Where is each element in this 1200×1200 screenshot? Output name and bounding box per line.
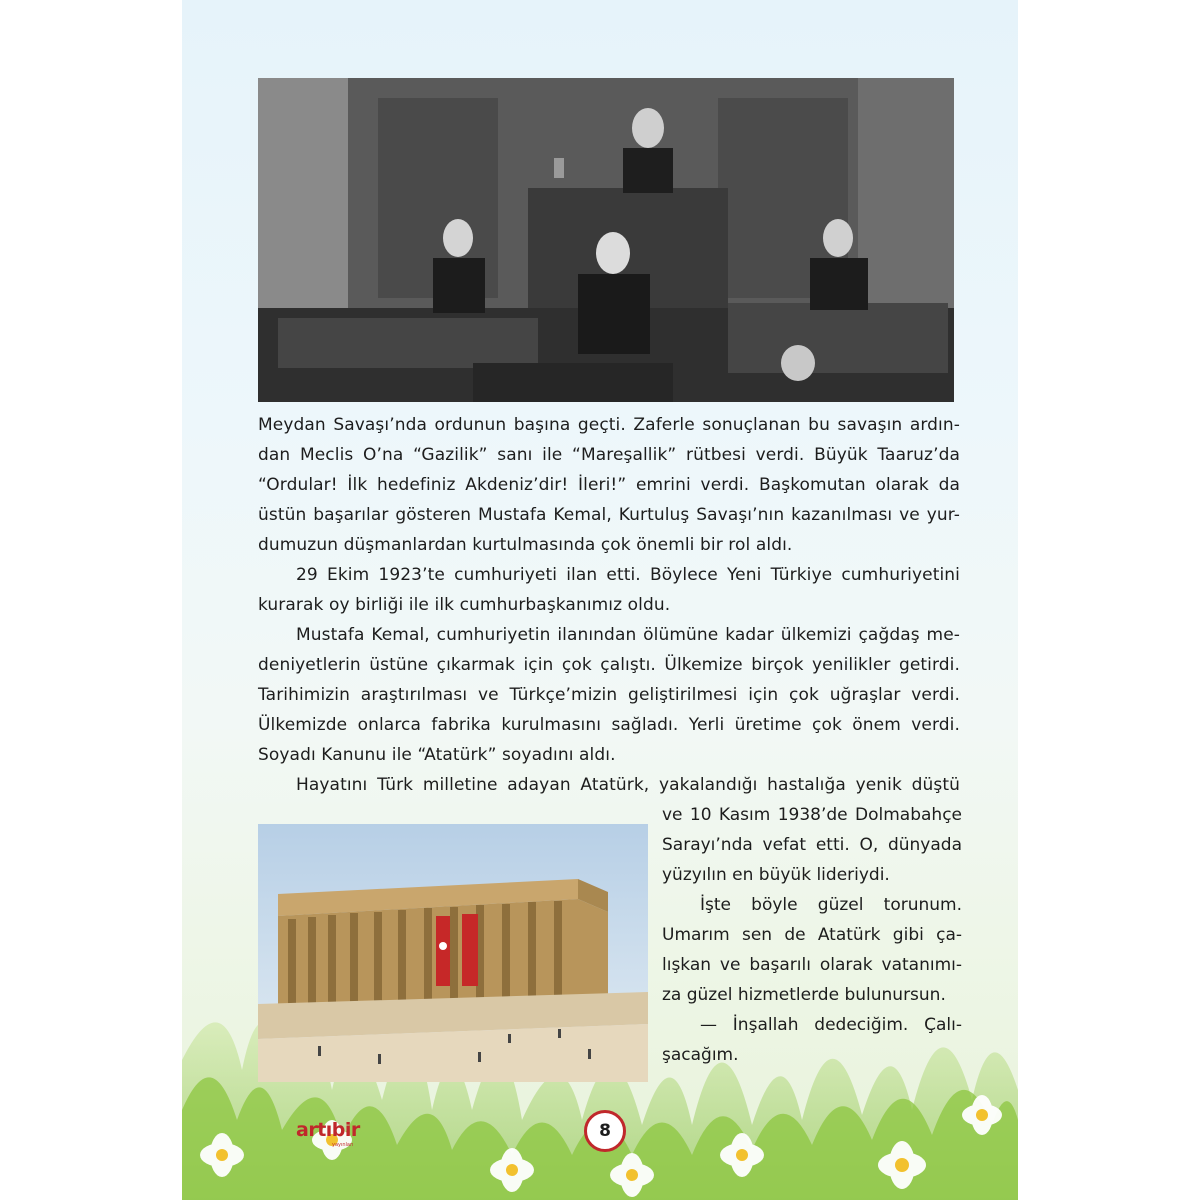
publisher-logo: artıbir bbox=[296, 1119, 360, 1141]
paragraph-1 bbox=[258, 410, 960, 560]
text-line: üstün başarılar gösteren Mustafa Kemal, Kurtuluş Savaşı’nın kazanılması ve yur- bbox=[258, 505, 960, 525]
text-line: Umarım sen de Atatürk gibi ça- bbox=[662, 925, 962, 945]
text-line: Soyadı Kanunu ile “Atatürk” soyadını aldı. bbox=[258, 745, 616, 765]
text-line: Mustafa Kemal, cumhuriyetin ilanından ölümüne kadar ülkemizi çağdaş me- bbox=[296, 625, 960, 645]
paragraph-3 bbox=[258, 620, 960, 770]
book-page bbox=[182, 0, 1018, 1200]
text-line: 29 Ekim 1923’te cumhuriyeti ilan etti. Böylece Yeni Türkiye cumhuriyetini bbox=[296, 565, 960, 585]
publisher-logo-sub: yayınları bbox=[332, 1142, 354, 1148]
text-line: dumuzun düşmanlardan kurtulmasında çok önemli bir rol aldı. bbox=[258, 535, 793, 555]
text-line: za güzel hizmetlerde bulunursun. bbox=[662, 985, 946, 1005]
paragraph-4 bbox=[258, 770, 960, 800]
text-line: ve 10 Kasım 1938’de Dolmabahçe bbox=[662, 805, 962, 825]
text-line: Ülkemizde onlarca fabrika kurulmasını sağladı. Yerli üretime çok önem verdi. bbox=[258, 715, 960, 735]
text-line: “Ordular! İlk hedefiniz Akdeniz’dir! İleri!” emrini verdi. Başkomutan olarak da bbox=[258, 475, 960, 495]
text-line: kurarak oy birliği ile ilk cumhurbaşkanımız oldu. bbox=[258, 595, 671, 615]
assembly-photo bbox=[258, 78, 954, 402]
text-line: Meydan Savaşı’nda ordunun başına geçti. Zaferle sonuçlanan bu savaşın ardın- bbox=[258, 415, 960, 435]
text-line: Tarihimizin araştırılması ve Türkçe’mizin geliştirilmesi için çok uğraşlar verdi. bbox=[258, 685, 960, 705]
text-line: Sarayı’nda vefat etti. O, dünyada bbox=[662, 835, 962, 855]
text-line: Hayatını Türk milletine adayan Atatürk, yakalandığı hastalığa yenik düştü bbox=[296, 775, 960, 795]
text-line: — İnşallah dedeciğim. Çalı- bbox=[700, 1015, 962, 1035]
side-paragraph-3 bbox=[662, 1010, 962, 1070]
side-paragraph-2 bbox=[662, 890, 962, 1010]
text-line: lışkan ve başarılı olarak vatanımı- bbox=[662, 955, 962, 975]
text-line: şacağım. bbox=[662, 1045, 739, 1065]
text-line: yüzyılın en büyük lideriydi. bbox=[662, 865, 890, 885]
paragraph-2 bbox=[258, 560, 960, 620]
text-line: dan Meclis O’na “Gazilik” sanı ile “Mareşallik” rütbesi verdi. Büyük Taaruz’da bbox=[258, 445, 960, 465]
page-number-text: 8 bbox=[599, 1121, 611, 1141]
side-paragraph-1 bbox=[662, 800, 962, 890]
text-line: İşte böyle güzel torunum. bbox=[700, 895, 962, 915]
page-number bbox=[584, 1110, 626, 1152]
mausoleum-photo bbox=[258, 824, 648, 1082]
text-line: deniyetlerin üstüne çıkarmak için çok çalıştı. Ülkemize birçok yenilikler getirdi. bbox=[258, 655, 960, 675]
